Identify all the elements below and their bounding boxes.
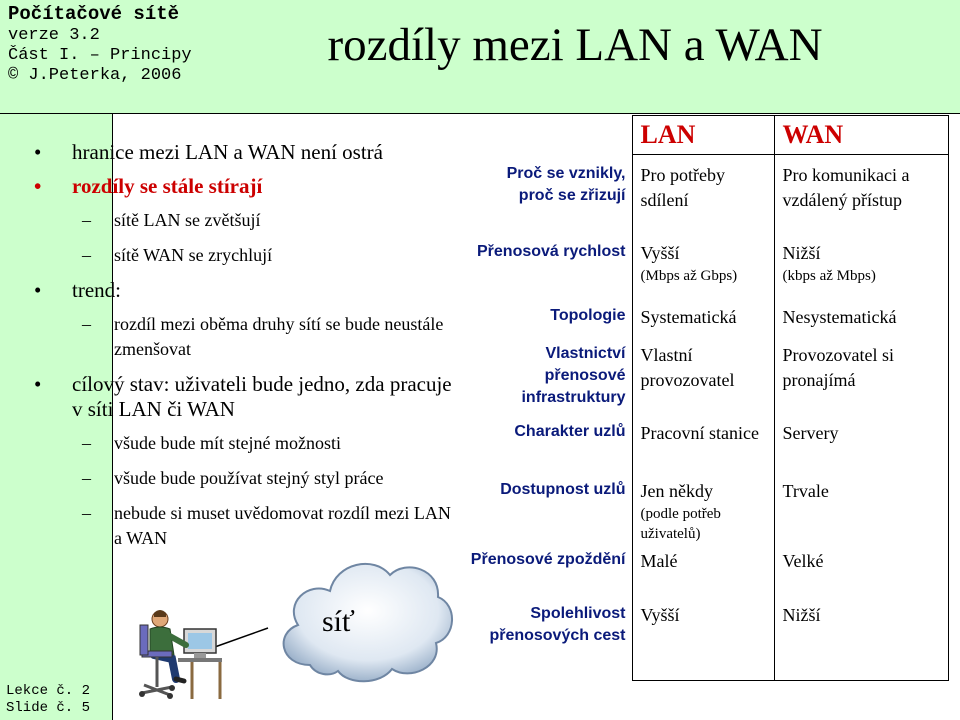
table-row xyxy=(470,477,948,547)
lan-value-note: (podle potřeb uživatelů) xyxy=(640,505,721,542)
bullet-item: • trend: xyxy=(30,278,455,303)
wan-value-text: Velké xyxy=(782,550,824,571)
slide-number: Slide č. 5 xyxy=(6,700,91,716)
table-row xyxy=(470,155,948,237)
row-label: Dostupnost uzlů xyxy=(500,480,626,498)
lan-value-text: Jen někdy xyxy=(640,480,713,501)
lan-value xyxy=(632,477,774,547)
lan-value xyxy=(632,155,774,237)
lan-value-text: Vyšší xyxy=(640,242,680,263)
person-computer-icon xyxy=(132,595,232,705)
row-label: Přenosová rychlost xyxy=(477,242,626,260)
lan-value-text: Vyšší xyxy=(640,604,680,625)
wan-value-text: Servery xyxy=(782,422,839,443)
column-header-wan: WAN xyxy=(774,116,948,155)
wan-value-text: Provozovatel si pronajímá xyxy=(782,344,894,390)
bullet-item: • cílový stav: uživateli bude jedno, zda pracuje v síti LAN či WAN xyxy=(30,372,455,422)
corner-cell xyxy=(470,116,632,155)
version-label: verze 3.2 xyxy=(8,26,100,45)
wan-value-text: Nesystematická xyxy=(782,306,897,327)
lan-value xyxy=(632,547,774,601)
wan-value xyxy=(774,303,948,339)
wan-value xyxy=(774,477,948,547)
copyright-label: © J.Peterka, 2006 xyxy=(8,66,182,85)
table-row xyxy=(470,601,948,681)
lan-value xyxy=(632,339,774,419)
sub-bullet-item: – všude bude používat stejný styl práce xyxy=(30,466,455,491)
sub-bullet-item: – sítě LAN se zvětšují xyxy=(30,208,455,233)
table-row xyxy=(470,419,948,477)
lan-value-note: (Mbps až Gbps) xyxy=(640,267,738,284)
row-label: Charakter uzlů xyxy=(514,422,626,440)
part-label: Část I. – Principy xyxy=(8,46,192,65)
lecture-number: Lekce č. 2 xyxy=(6,683,91,699)
wan-value xyxy=(774,601,948,681)
table-row xyxy=(470,339,948,419)
wan-value-text: Pro komunikaci a vzdálený přístup xyxy=(782,165,910,210)
wan-value-note: (kbps až Mbps) xyxy=(782,267,876,284)
lan-value-text: Pro potřeby sdílení xyxy=(640,165,725,210)
table-row xyxy=(470,547,948,601)
table-row xyxy=(470,303,948,339)
comparison-table xyxy=(470,115,949,681)
sub-bullet-item: – nebude si muset uvědomovat rozdíl mezi LAN a WAN xyxy=(30,501,455,551)
sub-bullet-item: – sítě WAN se zrychlují xyxy=(30,243,455,268)
wan-value xyxy=(774,155,948,237)
lan-value xyxy=(632,419,774,477)
lan-value-text: Systematická xyxy=(640,306,737,327)
sub-bullet-item: – všude bude mít stejné možnosti xyxy=(30,431,455,456)
row-label: Topologie xyxy=(550,306,626,324)
wan-value xyxy=(774,547,948,601)
row-label: Proč se vznikly, proč se zřizují xyxy=(506,164,626,204)
wan-value xyxy=(774,237,948,303)
wan-value xyxy=(774,419,948,477)
wan-value-text: Nižší xyxy=(782,604,821,625)
wan-value-text: Nižší xyxy=(782,242,821,263)
lan-value xyxy=(632,237,774,303)
row-label: Vlastnictví přenosové infrastruktury xyxy=(521,344,626,406)
row-label: Spolehlivost přenosových cest xyxy=(489,604,626,644)
lan-value-text: Malé xyxy=(640,550,678,571)
user-at-computer xyxy=(132,595,232,705)
column-header-lan: LAN xyxy=(632,116,774,155)
lan-value-text: Pracovní stanice xyxy=(640,422,759,443)
page-title: rozdíly mezi LAN a WAN xyxy=(327,19,823,71)
lan-value xyxy=(632,303,774,339)
lan-value-text: Vlastní provozovatel xyxy=(640,344,735,390)
table-row xyxy=(470,237,948,303)
bullet-item: • hranice mezi LAN a WAN není ostrá xyxy=(30,140,455,165)
cloud-label: síť xyxy=(322,605,355,638)
sub-bullet-item: – rozdíl mezi oběma druhy sítí se bude neustále zmenšovat xyxy=(30,312,455,362)
bullet-item-highlight: • rozdíly se stále stírají xyxy=(30,174,455,199)
course-title: Počítačové sítě xyxy=(8,3,180,25)
row-label: Přenosové zpoždění xyxy=(470,550,626,568)
wan-value xyxy=(774,339,948,419)
wan-value-text: Trvale xyxy=(782,480,829,501)
lan-value xyxy=(632,601,774,681)
